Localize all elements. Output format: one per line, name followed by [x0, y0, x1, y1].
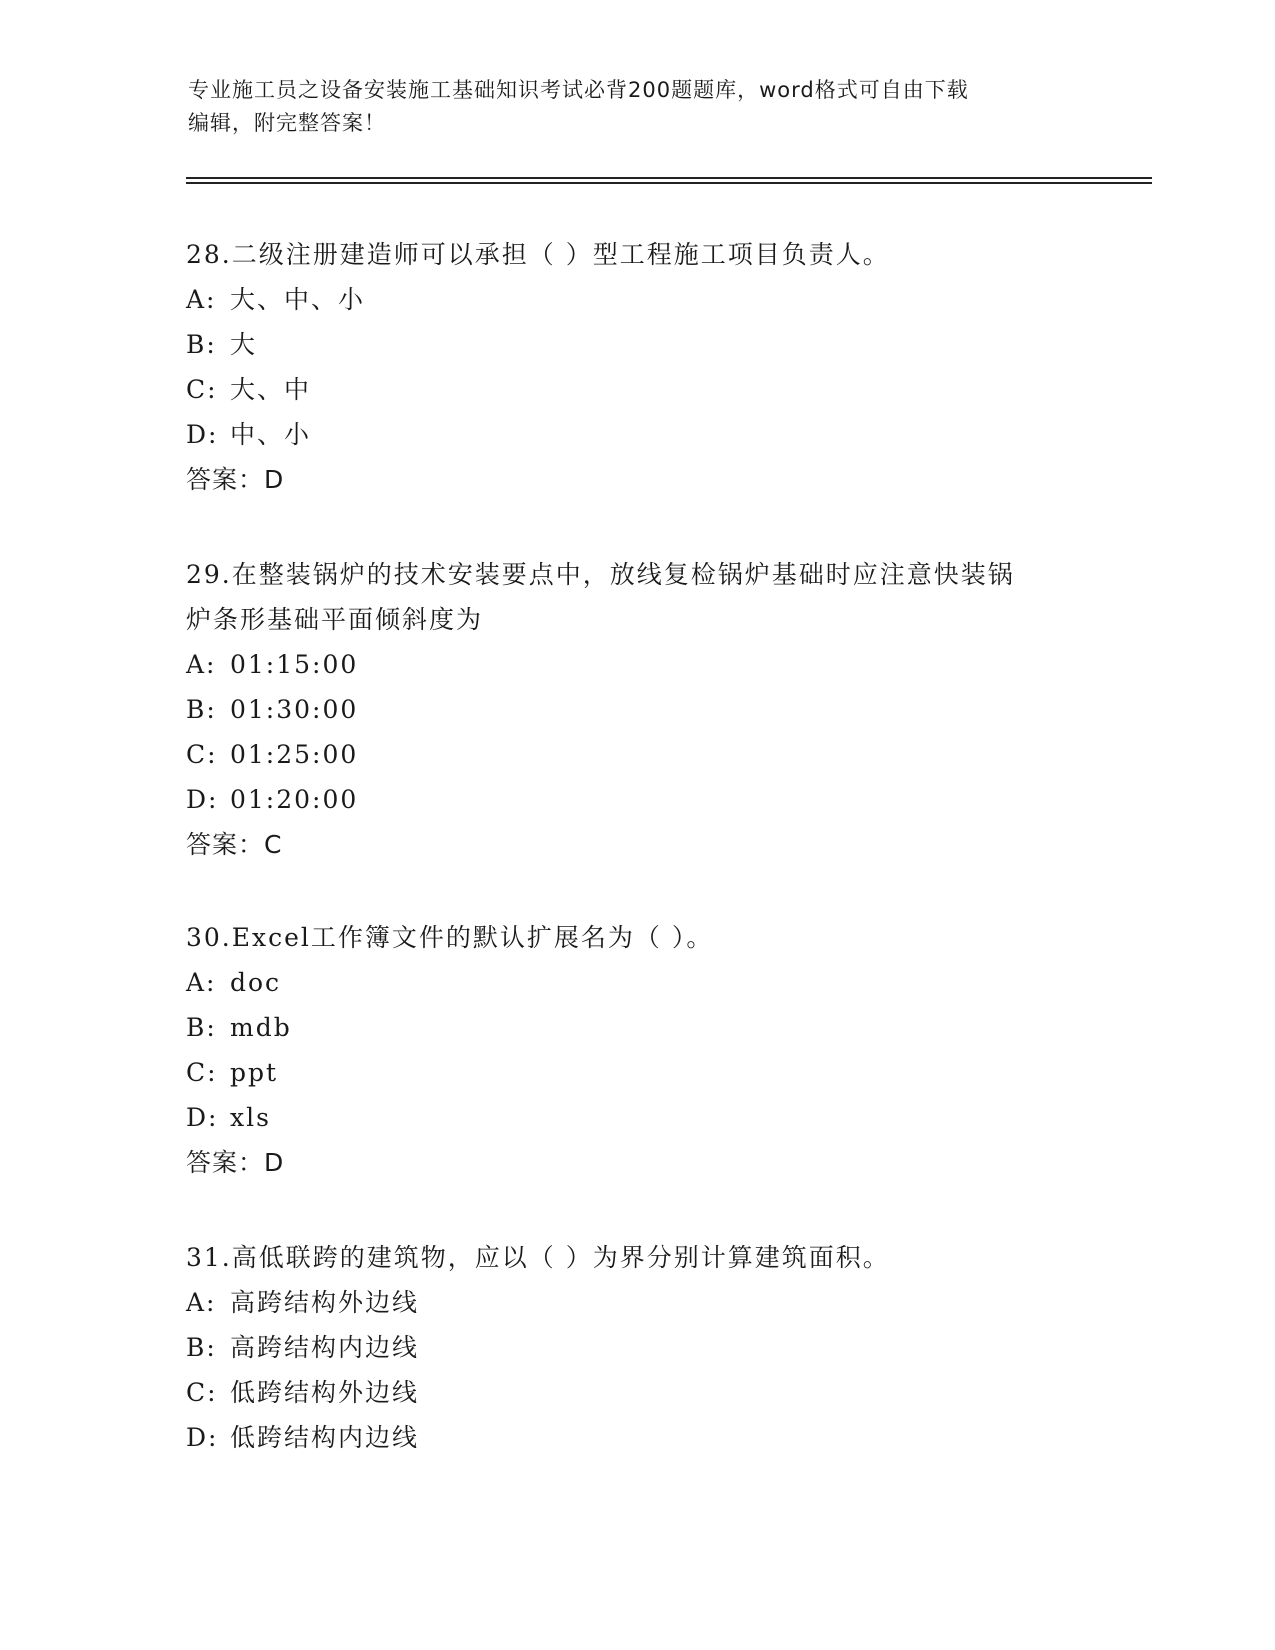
question-28 [186, 232, 1086, 502]
option-d [186, 777, 1086, 822]
option-text: 01:20:00 [230, 785, 359, 814]
option-text: doc [230, 968, 282, 997]
option-key: B: [186, 695, 217, 724]
header-divider-top [186, 177, 1152, 179]
question-text: 28.二级注册建造师可以承担（ ）型工程施工项目负责人。 [186, 240, 890, 269]
option-key: B: [186, 330, 217, 359]
question-text: 31.高低联跨的建筑物，应以（ ）为界分别计算建筑面积。 [186, 1243, 890, 1272]
option-text: 大 [230, 330, 258, 359]
option-key: A: [186, 968, 217, 997]
option-key: D: [186, 785, 219, 814]
option-text: 01:15:00 [230, 650, 359, 679]
option-text: 低跨结构内边线 [230, 1423, 420, 1452]
answer-label: 答案：D [186, 1148, 285, 1177]
option-c [186, 1050, 1086, 1095]
option-key: A: [186, 1288, 217, 1317]
document-header [188, 74, 1088, 140]
option-d [186, 1415, 1086, 1460]
question-text: 30.Excel工作簿文件的默认扩展名为（ ）。 [186, 923, 714, 952]
option-text: 大、中 [230, 375, 312, 404]
option-key: A: [186, 285, 217, 314]
option-a [186, 960, 1086, 1005]
option-key: D: [186, 1423, 219, 1452]
question-30 [186, 915, 1086, 1185]
option-text: 大、中、小 [230, 285, 366, 314]
option-d [186, 1095, 1086, 1140]
option-c [186, 1370, 1086, 1415]
option-key: C: [186, 375, 218, 404]
question-text-line-2: 炉条形基础平面倾斜度为 [186, 605, 484, 634]
header-line-2: 编辑，附完整答案！ [188, 111, 386, 135]
option-c [186, 367, 1086, 412]
header-line-1: 专业施工员之设备安装施工基础知识考试必背200题题库，word格式可自由下载 [188, 78, 969, 102]
option-text: mdb [230, 1013, 292, 1042]
option-b [186, 1325, 1086, 1370]
question-29 [186, 552, 1086, 867]
option-b [186, 322, 1086, 367]
option-key: A: [186, 650, 217, 679]
option-text: 高跨结构内边线 [230, 1333, 420, 1362]
option-text: 中、小 [230, 420, 312, 449]
question-text-line-1: 29.在整装锅炉的技术安装要点中，放线复检锅炉基础时应注意快装锅 [186, 560, 1015, 589]
option-text: xls [230, 1103, 271, 1132]
option-c [186, 732, 1086, 777]
answer-label: 答案：C [186, 830, 283, 859]
option-key: B: [186, 1333, 217, 1362]
option-text: 低跨结构外边线 [230, 1378, 420, 1407]
question-31 [186, 1235, 1086, 1460]
option-b [186, 1005, 1086, 1050]
option-key: C: [186, 1378, 218, 1407]
option-key: C: [186, 740, 218, 769]
option-key: D: [186, 420, 219, 449]
option-text: 高跨结构外边线 [230, 1288, 420, 1317]
header-divider-bottom [186, 182, 1152, 184]
option-key: D: [186, 1103, 219, 1132]
option-d [186, 412, 1086, 457]
option-key: B: [186, 1013, 217, 1042]
option-text: 01:25:00 [230, 740, 359, 769]
option-a [186, 642, 1086, 687]
option-text: ppt [230, 1058, 279, 1087]
option-a [186, 277, 1086, 322]
answer-label: 答案：D [186, 465, 285, 494]
option-text: 01:30:00 [230, 695, 359, 724]
option-b [186, 687, 1086, 732]
option-key: C: [186, 1058, 218, 1087]
option-a [186, 1280, 1086, 1325]
